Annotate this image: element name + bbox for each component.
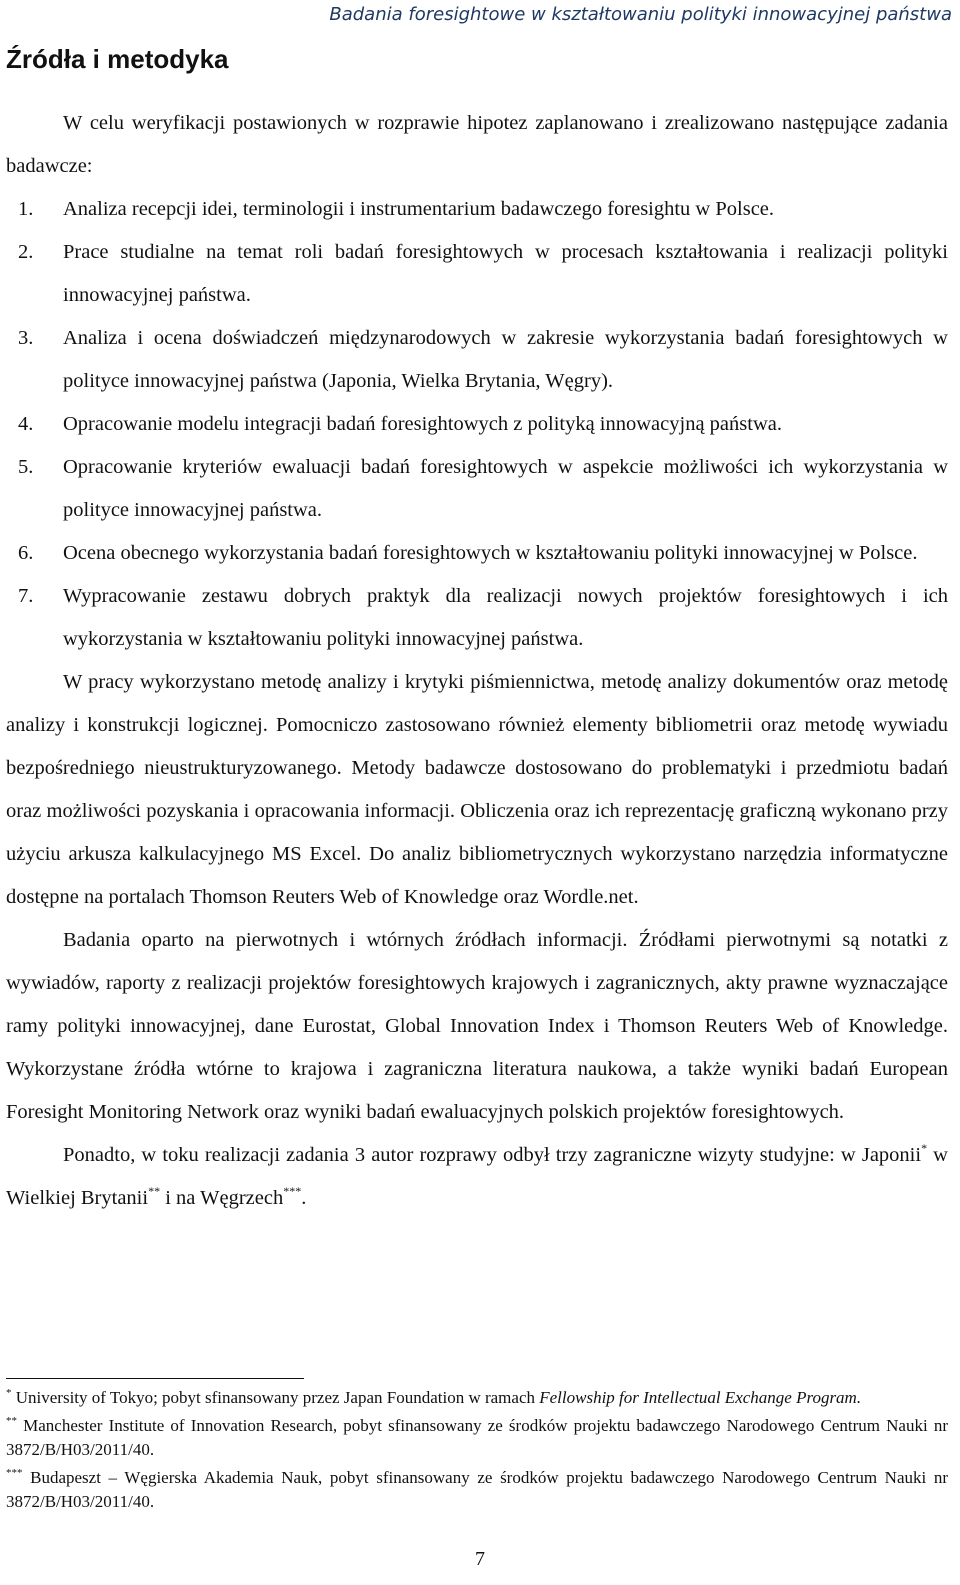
footnote	[6, 1414, 948, 1462]
list-item-text: Analiza i ocena doświadczeń międzynarodowych w zakresie wykorzystania badań foresightowych w polityce innowacyjnej państwa (Japonia, Wielka Brytania, Węgry).	[63, 327, 948, 392]
footnote-mark: **	[6, 1415, 17, 1427]
list-item-text: Wypracowanie zestawu dobrych praktyk dla realizacji nowych projektów foresightowych i ich wykorzystania w kształtowaniu polityki innowacyjnej państwa.	[63, 585, 948, 650]
list-item	[6, 575, 948, 661]
list-item	[6, 317, 948, 403]
footnote-text: Budapeszt – Węgierska Akademia Nauk, pobyt sfinansowany ze środków projektu badawczego Narodowego Centrum Nauki nr 3872/B/H03/2011/40.	[6, 1468, 948, 1511]
intro-paragraph: W celu weryfikacji postawionych w rozprawie hipotez zaplanowano i zrealizowano następujące zadania badawcze:	[6, 112, 948, 177]
list-item-number: 6.	[18, 542, 34, 564]
section-title: Źródła i metodyka	[6, 44, 229, 74]
study-visits-text: .	[301, 1187, 307, 1209]
footnote-mark: ***	[6, 1467, 23, 1479]
study-visits-paragraph	[6, 1134, 948, 1220]
list-item-text: Prace studialne na temat roli badań foresightowych w procesach kształtowania i realizacji polityki innowacyjnej państwa.	[63, 241, 948, 306]
running-header: Badania foresightowe w kształtowaniu polityki innowacyjnej państwa	[329, 4, 952, 25]
list-item-number: 2.	[18, 241, 34, 263]
list-item	[6, 532, 948, 575]
methods-paragraph: W pracy wykorzystano metodę analizy i krytyki piśmiennictwa, metodę analizy dokumentów oraz metodę analizy i konstrukcji logicznej. Pomocniczo zastosowano również elementy bibliometrii oraz metodę wywiadu bezpośredniego nieustrukturyzowanego. Metody badawcze dostosowano do problematyki i przedmiotu badań oraz możliwości pozyskania i opracowania informacji. Obliczenia oraz ich reprezentację graficzną wykonano przy użyciu arkusza kalkulacyjnego MS Excel. Do analiz bibliometrycznych wykorzystano narzędzia informatyczne dostępne na portalach Thomson Reuters Web of Knowledge oraz Wordle.net.	[6, 671, 948, 908]
list-item-text: Opracowanie kryteriów ewaluacji badań foresightowych w aspekcie możliwości ich wykorzystania w polityce innowacyjnej państwa.	[63, 456, 948, 521]
list-item-number: 1.	[18, 198, 34, 220]
sources-paragraph: Badania oparto na pierwotnych i wtórnych źródłach informacji. Źródłami pierwotnymi są notatki z wywiadów, raporty z realizacji projektów foresightowych krajowych i zagranicznych, akty prawne wyznaczające ramy polityki innowacyjnej, dane Eurostat, Global Innovation Index i Thomson Reuters Web of Knowledge. Wykorzystane źródła wtórne to krajowa i zagraniczna literatura naukowa, a także wyniki badań European Foresight Monitoring Network oraz wyniki badań ewaluacyjnych polskich projektów foresightowych.	[6, 929, 948, 1123]
footnote	[6, 1466, 948, 1514]
footnote-text: University of Tokyo; pobyt sfinansowany przez Japan Foundation w ramach	[15, 1388, 540, 1407]
list-item-text: Opracowanie modelu integracji badań foresightowych z polityką innowacyjną państwa.	[63, 413, 782, 435]
study-visits-text: Ponadto, w toku realizacji zadania 3 autor rozprawy odbył trzy zagraniczne wizyty studyjne: w Japonii	[63, 1144, 922, 1166]
list-item	[6, 446, 948, 532]
footnote-text: Manchester Institute of Innovation Research, pobyt sfinansowany ze środków projektu badawczego Narodowego Centrum Nauki nr 3872/B/H03/2011/40.	[6, 1416, 948, 1459]
list-item-text: Ocena obecnego wykorzystania badań foresightowych w kształtowaniu polityki innowacyjnej w Polsce.	[63, 542, 918, 564]
list-item-number: 3.	[18, 327, 34, 349]
footnote-mark: *	[6, 1387, 12, 1399]
footnote-ref[interactable]: **	[148, 1184, 161, 1198]
footnote	[6, 1386, 948, 1410]
list-item-number: 7.	[18, 585, 34, 607]
study-visits-text: i na Węgrzech	[160, 1187, 284, 1209]
footnote-divider	[6, 1378, 304, 1379]
footnote-italic-text: Fellowship for Intellectual Exchange Program.	[539, 1388, 862, 1407]
footnotes	[6, 1386, 948, 1518]
page-number: 7	[475, 1548, 485, 1570]
list-item-number: 4.	[18, 413, 34, 435]
list-item-number: 5.	[18, 456, 34, 478]
research-tasks-list	[6, 188, 948, 661]
footnote-ref[interactable]: ***	[283, 1184, 302, 1198]
body-text	[6, 102, 948, 1220]
list-item-text: Analiza recepcji idei, terminologii i instrumentarium badawczego foresightu w Polsce.	[63, 198, 775, 220]
list-item	[6, 403, 948, 446]
list-item	[6, 231, 948, 317]
footnote-ref[interactable]: *	[921, 1141, 928, 1155]
list-item	[6, 188, 948, 231]
study-visits-text: w Wielkiej Brytanii	[6, 1144, 948, 1209]
